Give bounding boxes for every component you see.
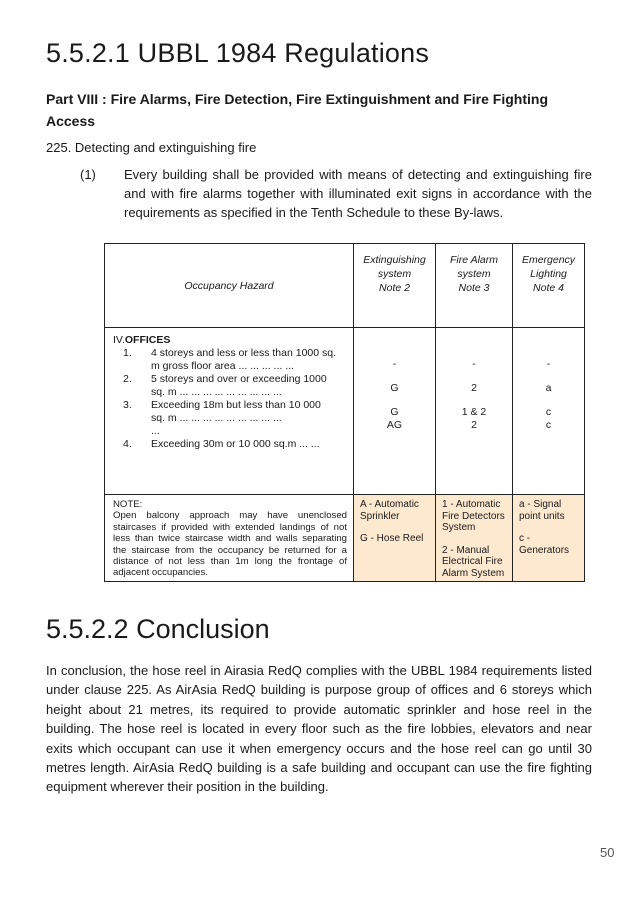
key-line: Sprinkler [360, 510, 400, 522]
spacer [360, 522, 431, 533]
header-fire-alarm [436, 244, 513, 328]
spacer [354, 395, 435, 406]
spacer [436, 371, 512, 382]
header-emergency [513, 244, 585, 328]
section-title [113, 334, 347, 347]
spacer [354, 371, 435, 382]
header-line: system [377, 268, 412, 280]
spacer [513, 395, 584, 406]
list-item [113, 373, 347, 399]
value-line: - [472, 358, 476, 370]
subclause-number: (1) [80, 167, 96, 182]
key-line: Electrical Fire [442, 556, 503, 568]
list-item [113, 399, 347, 438]
section-prefix: IV. [113, 334, 125, 346]
table-header-row [105, 244, 585, 328]
key-line: Alarm System [442, 567, 505, 579]
item-number: 3. [123, 399, 132, 411]
item-line: ... [151, 425, 160, 437]
value-line: 1 & 2 [461, 406, 487, 418]
header-line: Emergency [521, 254, 576, 266]
key-line: G - Hose Reel [360, 533, 424, 545]
header-occupancy: Occupancy Hazard [105, 244, 354, 328]
value-line: 2 [471, 419, 477, 431]
note-cell [105, 495, 354, 582]
item-line: m gross floor area ... ... ... ... ... [151, 360, 294, 372]
header-line: Fire Alarm [449, 254, 499, 266]
subclause [80, 165, 592, 222]
item-text [151, 373, 347, 399]
regulation-table [104, 243, 585, 582]
header-line: Note 4 [533, 282, 564, 294]
key-line: point units [519, 510, 565, 522]
key-line: Generators [519, 544, 570, 556]
offices-row [105, 328, 585, 495]
item-number: 4. [123, 438, 132, 450]
value-line: c [545, 419, 552, 431]
fire-alarm-values [436, 328, 513, 495]
header-line: system [457, 268, 491, 280]
key-emergency [513, 495, 585, 582]
item-line: Exceeding 18m but less than 10 000 [151, 399, 321, 411]
item-line: sq. m ... ... ... ... ... ... ... ... ... [151, 386, 282, 398]
spacer [436, 395, 512, 406]
list-item [113, 347, 347, 373]
key-fire-alarm [436, 495, 513, 582]
note-row [105, 495, 585, 582]
value-line: G [390, 406, 399, 418]
section-name: OFFICES [124, 334, 171, 346]
item-text [151, 438, 347, 451]
header-line: Note 3 [458, 282, 490, 294]
item-text [151, 347, 347, 373]
header-extinguishing [354, 244, 436, 328]
header-line: Extinguishing [363, 254, 426, 266]
subclause-text: Every building shall be provided with means of detecting and extinguishing fire and with fire alarms together with illuminated exit signs in accordance with the requirements as specified in the Tenth Schedule to these By-laws. [124, 167, 592, 220]
page-number: 50 [600, 845, 615, 860]
emergency-values [513, 328, 585, 495]
extinguishing-values [354, 328, 436, 495]
value-line: - [392, 358, 397, 370]
key-line: 1 - Automatic [442, 499, 501, 510]
item-line: 4 storeys and less or less than 1000 sq. [151, 347, 337, 359]
item-number: 1. [123, 347, 132, 359]
key-line: System [442, 522, 476, 534]
list-item [113, 438, 347, 451]
value-line: AG [386, 419, 403, 431]
key-extinguishing [354, 495, 436, 582]
header-line: Note 2 [379, 282, 410, 294]
offices-cell [105, 328, 354, 495]
item-text [151, 399, 347, 438]
item-number: 2. [123, 373, 132, 385]
value-line: - [546, 358, 551, 370]
value-line: a [545, 382, 552, 394]
header-line: Lighting [530, 268, 567, 280]
part-title: Part VIII : Fire Alarms, Fire Detection, Fire Extinguishment and Fire Fighting Access [46, 91, 549, 129]
spacer [519, 522, 580, 533]
value-line: 2 [471, 382, 477, 394]
section-heading: 5.5.2.1 UBBL 1984 Regulations [46, 38, 430, 68]
item-line: sq. m ... ... ... ... ... ... ... ... ... [151, 412, 282, 424]
spacer [513, 371, 584, 382]
conclusion-paragraph: In conclusion, the hose reel in Airasia RedQ complies with the UBBL 1984 requirements listed under clause 225. As AirAsia RedQ building is purpose group of offices and 6 storeys which height about 21 metres, its required to provide automatic sprinkler and hose reel in the building. The hose reel is located in every floor such as the fire lobbies, elevators and near exits which occupant can use it when emergency occurs and the hose reel can go until 30 metres length. AirAsia RedQ building is a safe building and occupant can use the fire fighting equipment wherever their position in the building. [46, 663, 592, 795]
item-line: Exceeding 30m or 10 000 sq.m ... ... [151, 438, 320, 450]
key-line: Fire Detectors [442, 510, 505, 522]
spacer [442, 534, 508, 545]
key-line: A - Automatic [360, 499, 419, 510]
key-line: a - Signal [519, 499, 562, 510]
note-text: NOTE: Open balcony approach may have unenclosed staircases if provided with extended landings of not less than twice staircase width and walls separating the staircase from the occupancy be returned for a distance of not less than 1m long the frontage of adjacent occupancies. [113, 499, 347, 579]
key-line: c - [519, 533, 531, 545]
value-line: G [390, 382, 399, 394]
conclusion-heading: 5.5.2.2 Conclusion [46, 614, 270, 644]
item-line: 5 storeys and over or exceeding 1000 [151, 373, 327, 385]
key-line: 2 - Manual [442, 544, 490, 556]
clause-title: 225. Detecting and extinguishing fire [46, 140, 257, 155]
value-line: c [545, 406, 552, 418]
